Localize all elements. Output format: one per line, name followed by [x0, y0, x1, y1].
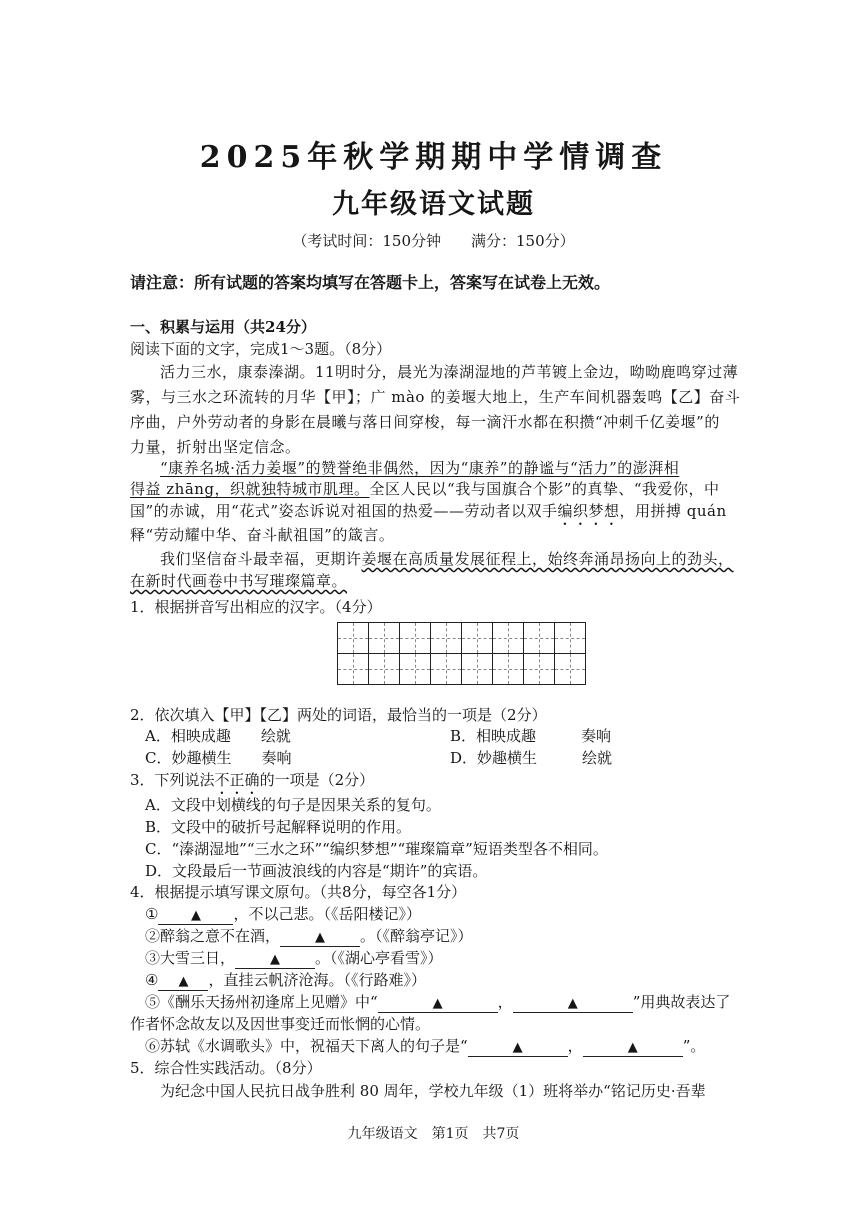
stem-segment: 的一项是（2分） — [259, 771, 375, 789]
passage-wavy-segment: 姜堰在高质量发展征程上，始终奔涌昂扬向上的劲头， — [361, 550, 734, 568]
question-2-stem: 2．依次填入【甲】【乙】两处的词语，最恰当的一项是（2分） — [130, 706, 547, 724]
page-footer: 九年级语文 第1页 共7页 — [347, 1126, 520, 1142]
answer-blank — [378, 994, 498, 1013]
question-3-option: A．文段中划横线的句子是因果关系的复句。 — [145, 796, 441, 814]
exam-time-score-info: （考试时间：150分钟 满分：150分） — [292, 232, 575, 250]
recitation-item — [145, 991, 730, 1013]
item-text: ， — [497, 993, 513, 1011]
answer-grid — [337, 622, 586, 685]
grid-cell — [431, 654, 462, 685]
passage-line: 雾，与三水之环流转的月华【甲】；广 mào 的姜堰大地上，生产车间机器轰鸣【乙】奋斗 — [130, 388, 741, 406]
recitation-item — [145, 903, 421, 925]
grid-cell — [555, 623, 586, 654]
passage-segment: ，用拼搏 quán — [619, 502, 727, 520]
passage-line: 力量，折射出坚定信念。 — [130, 438, 301, 456]
recitation-item — [145, 969, 426, 991]
triangle-marker: ▲ — [627, 1040, 638, 1055]
triangle-marker: ▲ — [567, 996, 578, 1011]
passage-line: 序曲，户外劳动者的身影在晨曦与落日间穿梭，每一滴汗水都在积攒“冲刺千亿姜堰”的 — [130, 413, 720, 431]
grid-cell — [524, 623, 555, 654]
grid-cell — [338, 654, 369, 685]
recitation-item — [145, 925, 473, 947]
grid-cell — [338, 623, 369, 654]
exam-subtitle: 九年级语文试题 — [332, 189, 535, 220]
item-text: ”用典故表达了 — [632, 993, 731, 1011]
grid-cell — [400, 623, 431, 654]
grid-cell — [462, 623, 493, 654]
section-heading: 一、积累与运用（共24分） — [130, 318, 316, 336]
question-3-option: D．文段最后一节画波浪线的内容是“期许”的宾语。 — [145, 862, 488, 880]
item-text: ②醉翁之意不在酒， — [145, 927, 281, 945]
passage-segment: 我们坚信奋斗最幸福，更期许 — [160, 550, 362, 568]
question-2-option: C．妙趣横生 奏响 — [145, 749, 292, 767]
passage-wavy-line: 在新时代画卷中书写璀璨篇章。 — [130, 572, 348, 590]
question-2-option: A．相映成趣 绘就 — [145, 727, 291, 745]
grid-cell — [493, 654, 524, 685]
recitation-item — [145, 1035, 705, 1057]
grid-cell — [369, 654, 400, 685]
triangle-marker: ▲ — [315, 930, 326, 945]
answer-blank — [235, 950, 315, 969]
recitation-item — [145, 947, 443, 969]
grid-cell — [431, 623, 462, 654]
question-2-option: B．相映成趣 奏响 — [450, 727, 612, 745]
question-3-option: B．文段中的破折号起解释说明的作用。 — [145, 818, 412, 836]
grid-cell — [555, 654, 586, 685]
grid-cell — [493, 623, 524, 654]
section-intro: 阅读下面的文字，完成1～3题。（8分） — [130, 340, 392, 358]
grid-cell — [400, 654, 431, 685]
triangle-marker: ▲ — [178, 974, 189, 989]
grid-cell — [524, 654, 555, 685]
answer-blank — [513, 994, 633, 1013]
triangle-marker: ▲ — [270, 952, 281, 967]
triangle-marker: ▲ — [190, 908, 201, 923]
question-2-option: D．妙趣横生 绘就 — [450, 749, 613, 767]
item-text: ，不以己悲。（《岳阳楼记》） — [233, 905, 421, 923]
item-text: ④ — [145, 971, 159, 989]
question-4-stem: 4．根据提示填写课文原句。（共8分，每空各1分） — [130, 883, 467, 901]
grid-cell — [462, 654, 493, 685]
answer-blank — [583, 1038, 683, 1057]
passage-line — [130, 478, 720, 499]
exam-title: 2025年秋学期期中学情调查 — [199, 140, 668, 175]
item-text: 。（《醉翁亭记》） — [360, 927, 473, 945]
answer-blank — [158, 906, 233, 925]
passage-line: 释“劳动耀中华、奋斗献祖国”的箴言。 — [130, 526, 395, 544]
question-5-stem: 5．综合性实践活动。（8分） — [130, 1059, 322, 1077]
recitation-item-continued: 作者怀念故友以及因世事变迁而怅惘的心情。 — [130, 1015, 431, 1033]
triangle-marker: ▲ — [512, 1040, 523, 1055]
passage-segment: 全区人民以“我与国旗合个影”的真挚、“我爱你，中 — [369, 480, 720, 498]
item-text: ”。 — [682, 1037, 706, 1055]
item-text: ⑤《酬乐天扬州初逢席上见赠》中“ — [145, 993, 378, 1011]
notice-text: 请注意：所有试题的答案均填写在答题卡上，答案写在试卷上无效。 — [130, 273, 611, 292]
answer-blank — [468, 1038, 568, 1057]
item-text: ， — [567, 1037, 583, 1055]
stem-emphasis: 不正确 — [214, 771, 260, 789]
item-text: ，直挂云帆济沧海。（《行路难》） — [208, 971, 426, 989]
question-3-option: C．“溱湖湿地”“三水之环”“编织梦想”“璀璨篇章”短语类型各不相同。 — [145, 840, 608, 858]
item-text: ③大雪三日， — [145, 949, 236, 967]
passage-line — [160, 548, 734, 569]
stem-segment: 3．下列说法 — [130, 771, 215, 789]
item-text: ① — [145, 905, 159, 923]
answer-blank — [158, 972, 208, 991]
item-text: ⑥苏轼《水调歌头》中，祝福天下离人的句子是“ — [145, 1037, 468, 1055]
triangle-marker: ▲ — [432, 996, 443, 1011]
passage-underlined-segment: 得益 zhāng，织就独特城市肌理。 — [130, 480, 370, 498]
passage-dotted-phrase: 编织梦想 — [557, 502, 620, 520]
passage-underlined-line: “康养名城·活力姜堰”的赞誉绝非偶然，因为“康养”的静谧与“活力”的澎湃相 — [160, 459, 680, 477]
answer-blank — [280, 928, 360, 947]
question-1-stem: 1．根据拼音写出相应的汉字。（4分） — [130, 598, 382, 616]
question-5-text: 为纪念中国人民抗日战争胜利 80 周年，学校九年级（1）班将举办“铭记历史·吾辈 — [160, 1082, 706, 1100]
passage-segment: 国”的赤诚，用“花式”姿态诉说对祖国的热爱——劳动者以双手 — [130, 502, 558, 520]
passage-line: 活力三水，康泰溱湖。11明时分，晨光为溱湖湿地的芦苇镀上金边，呦呦鹿鸣穿过薄 — [160, 363, 739, 381]
item-text: 。（《湖心亭看雪》） — [315, 949, 443, 967]
grid-cell — [369, 623, 400, 654]
